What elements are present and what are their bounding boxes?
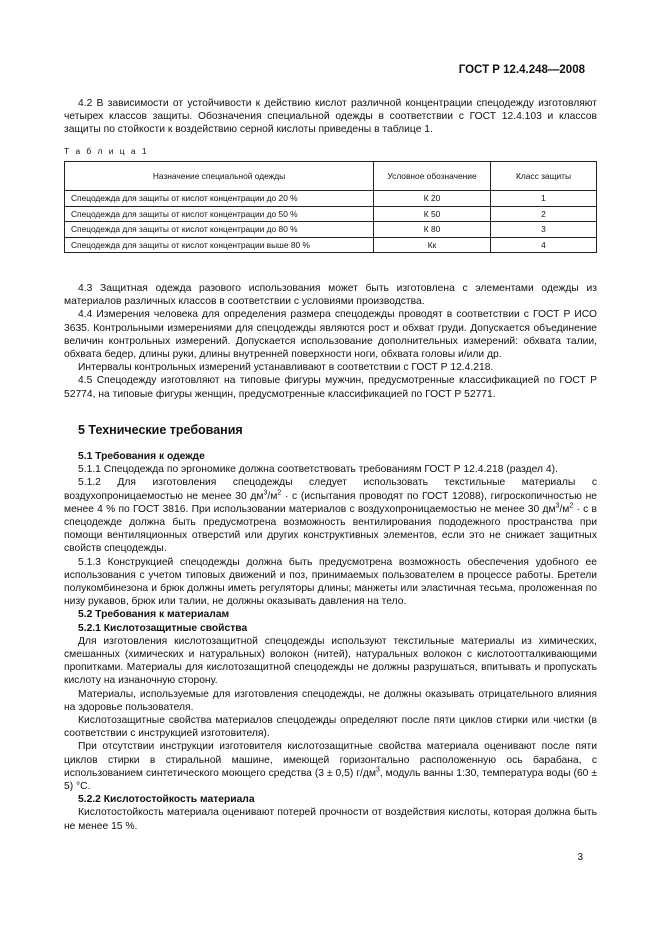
cell-purpose: Спецодежда для защиты от кислот концентрации выше 80 % xyxy=(65,237,374,253)
paragraph-text: 4.2 В зависимости от устойчивости к действию кислот различной концентрации спецодежду изготовляют четырех классов защиты. Обозначения специальной одежды в соответствии с ГОСТ 12.4.103 и классов защиты по стойкости к воздействию серной кислоты приведены в таблице 1. xyxy=(64,98,597,136)
paragraph-5-2-1-a: Для изготовления кислотозащитной спецодежды используют текстильные материалы из химических, смешанных (химических и натуральных) волокон (нитей), натуральных волокон с кислотоотталкивающими пропитками. Материалы для кислотозащитной спецодежды не должны разрушаться, впитывать и пропускать кислоту на изнаночную сторону. xyxy=(64,635,597,687)
cell-class: 2 xyxy=(491,206,597,222)
cell-class: 3 xyxy=(491,222,597,238)
paragraph-4-3: 4.3 Защитная одежда разового использования может быть изготовлена с элементами одежды из материалов различных классов в соответствии с условиями производства. xyxy=(64,283,597,308)
table-caption: Т а б л и ц а 1 xyxy=(64,146,149,156)
paragraph-4-2 xyxy=(64,97,597,137)
subsection-5-1-heading: 5.1 Требования к одежде xyxy=(78,451,205,462)
cell-designation: К 80 xyxy=(374,222,491,238)
header-designation: Условное обозначение xyxy=(374,162,491,191)
table-row xyxy=(65,191,597,207)
paragraph-4-4: 4.4 Измерения человека для определения размера спецодежды проводят в соответствии с ГОСТ Р ИСО 3635. Контрольными измерениями для спецодежды являются рост и обхват груди. Допускается объединение величин контрольных измерений. Допускается использование дополнительных измерений: обхвата талии, обхвата бедер, длины руки, длины внутренней поверхности ноги, обхвата головы и/или др. xyxy=(64,309,597,361)
paragraph-4-5: 4.5 Спецодежду изготовляют на типовые фигуры мужчин, предусмотренные классификацией по ГОСТ Р 52774, на типовые фигуры женщин, предусмотренные классификацией по ГОСТ Р 52771. xyxy=(64,375,597,400)
paragraph-5-1-3: 5.1.3 Конструкцией спецодежды должна быть предусмотрена возможность обеспечения удобного ее использования с учетом типовых движений и поз, принимаемых пользователем в процессе работы. Бретели полукомбинезона и брюк должны иметь регуляторы длины; манжеты или эластичная тесьма, проложенная по низу рукавов, брюк или талии, не должны оказывать давления на тело. xyxy=(64,556,597,608)
cell-class: 4 xyxy=(491,237,597,253)
cell-purpose: Спецодежда для защиты от кислот концентрации до 80 % xyxy=(65,222,374,238)
paragraph-5-2-1-c: Кислотозащитные свойства материалов спецодежды определяют после пяти циклов стирки или чистки (в соответствии с инструкцией изготовителя). xyxy=(64,715,597,740)
cell-purpose: Спецодежда для защиты от кислот концентрации до 50 % xyxy=(65,206,374,222)
paragraph-5-2-1-b: Материалы, используемые для изготовления спецодежды, не должны оказывать отрицательного влияния на здоровье пользователя. xyxy=(64,688,597,713)
paragraph-5-1-2: 5.1.2 Для изготовления спецодежды следует использовать текстильные материалы с воздухопроницаемостью не менее 30 $дм^3/м^2 \cdot с$ (испытания проводят по ГОСТ 12088), гигроскопичностью не менее 4 % по ГОСТ 3816. При использовании материалов с воздухопроницаемостью не менее 30 $дм^3/м^2 \cdot с$ в спецодежде должна быть предусмотрена возможность вентилирования пододежного пространства при помощи вентиляционных отверстий или других конструктивных элементов, если это не снижает защитных свойств спецодежды. xyxy=(64,477,597,555)
table-row xyxy=(65,222,597,238)
section-5-heading: 5 Технические требования xyxy=(78,423,243,437)
paragraph-5-2-1-d: При отсутствии инструкции изготовителя кислотозащитные свойства материала оценивают после пяти циклов стирки в стиральной машине, имеющей горизонтально расположенную ось барабана, с использованием синтетического моющего средства (3 ± 0,5) $г/дм^3$, модуль ванны 1:30, температура воды (60 ± 5) °С. xyxy=(64,741,597,793)
header-class: Класс защиты xyxy=(491,162,597,191)
subsection-5-2-heading: 5.2 Требования к материалам xyxy=(78,609,230,621)
classes-table xyxy=(64,161,597,253)
table-header-row xyxy=(65,162,597,191)
table-row xyxy=(65,237,597,253)
header-purpose: Назначение специальной одежды xyxy=(65,162,374,191)
cell-designation: Кк xyxy=(374,237,491,253)
cell-designation: К 50 xyxy=(374,206,491,222)
subsection-5-2-1-heading: 5.2.1 Кислотозащитные свойства xyxy=(78,622,248,634)
paragraph-5-2-2: Кислотостойкость материала оценивают потерей прочности от воздействия кислоты, которая должна быть не менее 15 %. xyxy=(64,807,597,832)
section-4-body xyxy=(64,282,597,401)
table-row xyxy=(65,206,597,222)
paragraph-4-4-intervals: Интервалы контрольных измерений устанавливают в соответствии с ГОСТ Р 12.4.218. xyxy=(78,362,494,374)
paragraph-5-1-1: 5.1.1 Спецодежда по эргономике должна соответствовать требованиям ГОСТ Р 12.4.218 (раздел 4). xyxy=(78,464,558,476)
cell-designation: К 20 xyxy=(374,191,491,207)
cell-class: 1 xyxy=(491,191,597,207)
cell-purpose: Спецодежда для защиты от кислот концентрации до 20 % xyxy=(65,191,374,207)
section-5-body xyxy=(64,450,597,833)
subsection-5-2-2-heading: 5.2.2 Кислотостойкость материала xyxy=(78,794,255,806)
document-code: ГОСТ Р 12.4.248—2008 xyxy=(458,64,585,76)
page-number: 3 xyxy=(577,852,583,863)
